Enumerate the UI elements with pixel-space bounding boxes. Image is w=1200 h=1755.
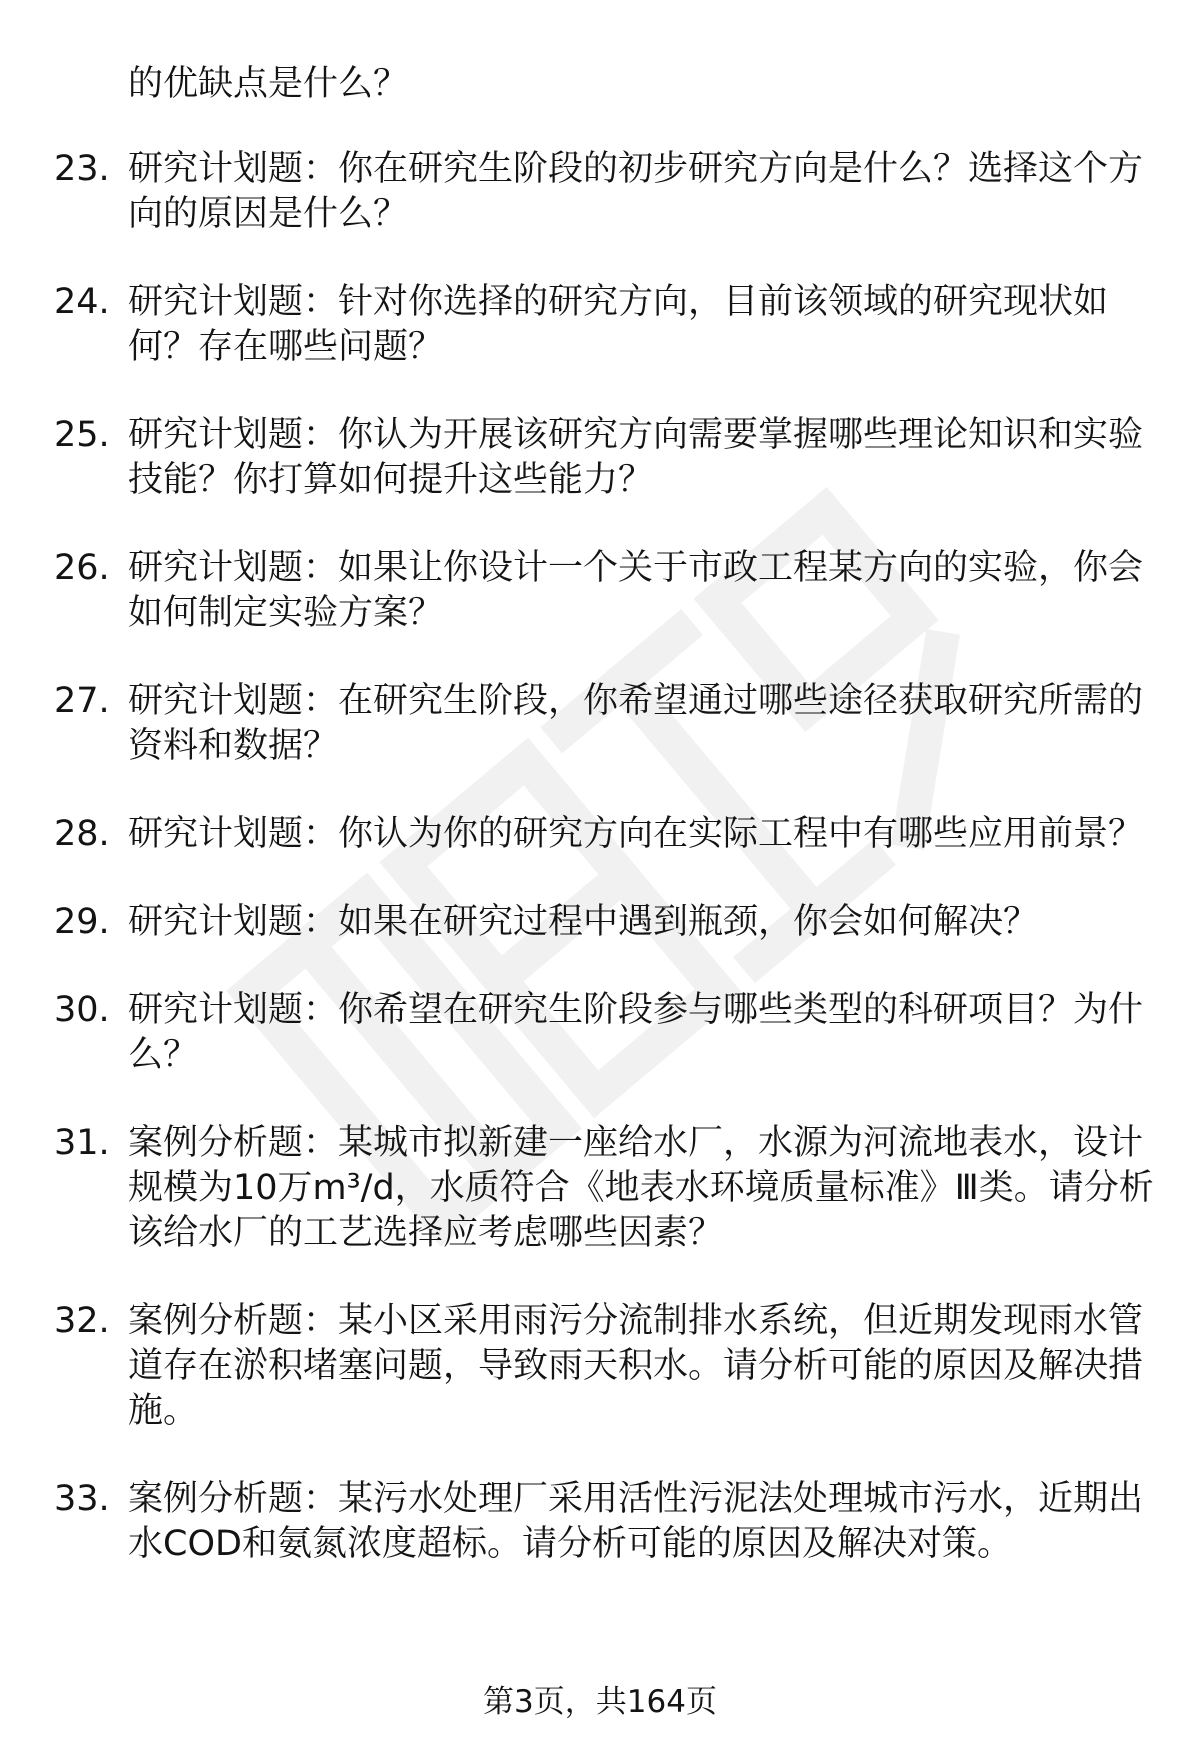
list-item — [0, 546, 1200, 636]
list-item — [0, 1477, 1200, 1567]
question-number: 26. — [54, 548, 110, 588]
list-item — [0, 147, 1200, 237]
list-item — [0, 1121, 1200, 1256]
question-text: 研究计划题：在研究生阶段，你希望通过哪些途径获取研究所需的资料和数据？ — [128, 681, 1144, 766]
continuation-text: 的优缺点是什么？ — [128, 64, 409, 104]
question-text: 案例分析题：某小区采用雨污分流制排水系统，但近期发现雨水管道存在淤积堵塞问题，导致雨天积水。请分析可能的原因及解决措施。 — [128, 1301, 1144, 1431]
question-number: 23. — [54, 149, 110, 189]
question-text: 案例分析题：某污水处理厂采用活性污泥法处理城市污水，近期出水COD和氨氮浓度超标。请分析可能的原因及解决对策。 — [128, 1479, 1144, 1564]
question-text: 研究计划题：你认为开展该研究方向需要掌握哪些理论知识和实验技能？你打算如何提升这些能力？ — [128, 415, 1144, 500]
question-number: 30. — [54, 990, 110, 1030]
list-item — [0, 280, 1200, 370]
question-number: 29. — [54, 902, 110, 942]
question-text: 案例分析题：某城市拟新建一座给水厂，水源为河流地表水，设计规模为10万m³/d，水质符合《地表水环境质量标准》Ⅲ类。请分析该给水厂的工艺选择应考虑哪些因素？ — [128, 1123, 1154, 1253]
question-number: 32. — [54, 1301, 110, 1341]
question-number: 27. — [54, 681, 110, 721]
question-number: 31. — [54, 1123, 110, 1163]
list-item — [0, 413, 1200, 503]
question-text: 研究计划题：如果在研究过程中遇到瓶颈，你会如何解决？ — [128, 902, 1039, 942]
question-text: 研究计划题：如果让你设计一个关于市政工程某方向的实验，你会如何制定实验方案？ — [128, 548, 1144, 633]
question-text: 研究计划题：针对你选择的研究方向，目前该领域的研究现状如何？存在哪些问题？ — [128, 282, 1109, 367]
question-text: 研究计划题：你认为你的研究方向在实际工程中有哪些应用前景？ — [128, 814, 1144, 854]
question-text: 研究计划题：你希望在研究生阶段参与哪些类型的科研项目？为什么？ — [128, 990, 1144, 1075]
question-number: 25. — [54, 415, 110, 455]
list-item — [0, 679, 1200, 769]
page-footer — [0, 1682, 1200, 1722]
question-text: 研究计划题：你在研究生阶段的初步研究方向是什么？选择这个方向的原因是什么？ — [128, 149, 1144, 234]
list-item — [0, 812, 1200, 857]
question-number: 24. — [54, 282, 110, 322]
question-number: 28. — [54, 814, 110, 854]
question-number: 33. — [54, 1479, 110, 1519]
list-item — [0, 900, 1200, 945]
list-item — [0, 1299, 1200, 1434]
list-item — [0, 988, 1200, 1078]
page-number-label: 第3页，共164页 — [483, 1684, 717, 1720]
question-list — [0, 147, 1200, 1610]
